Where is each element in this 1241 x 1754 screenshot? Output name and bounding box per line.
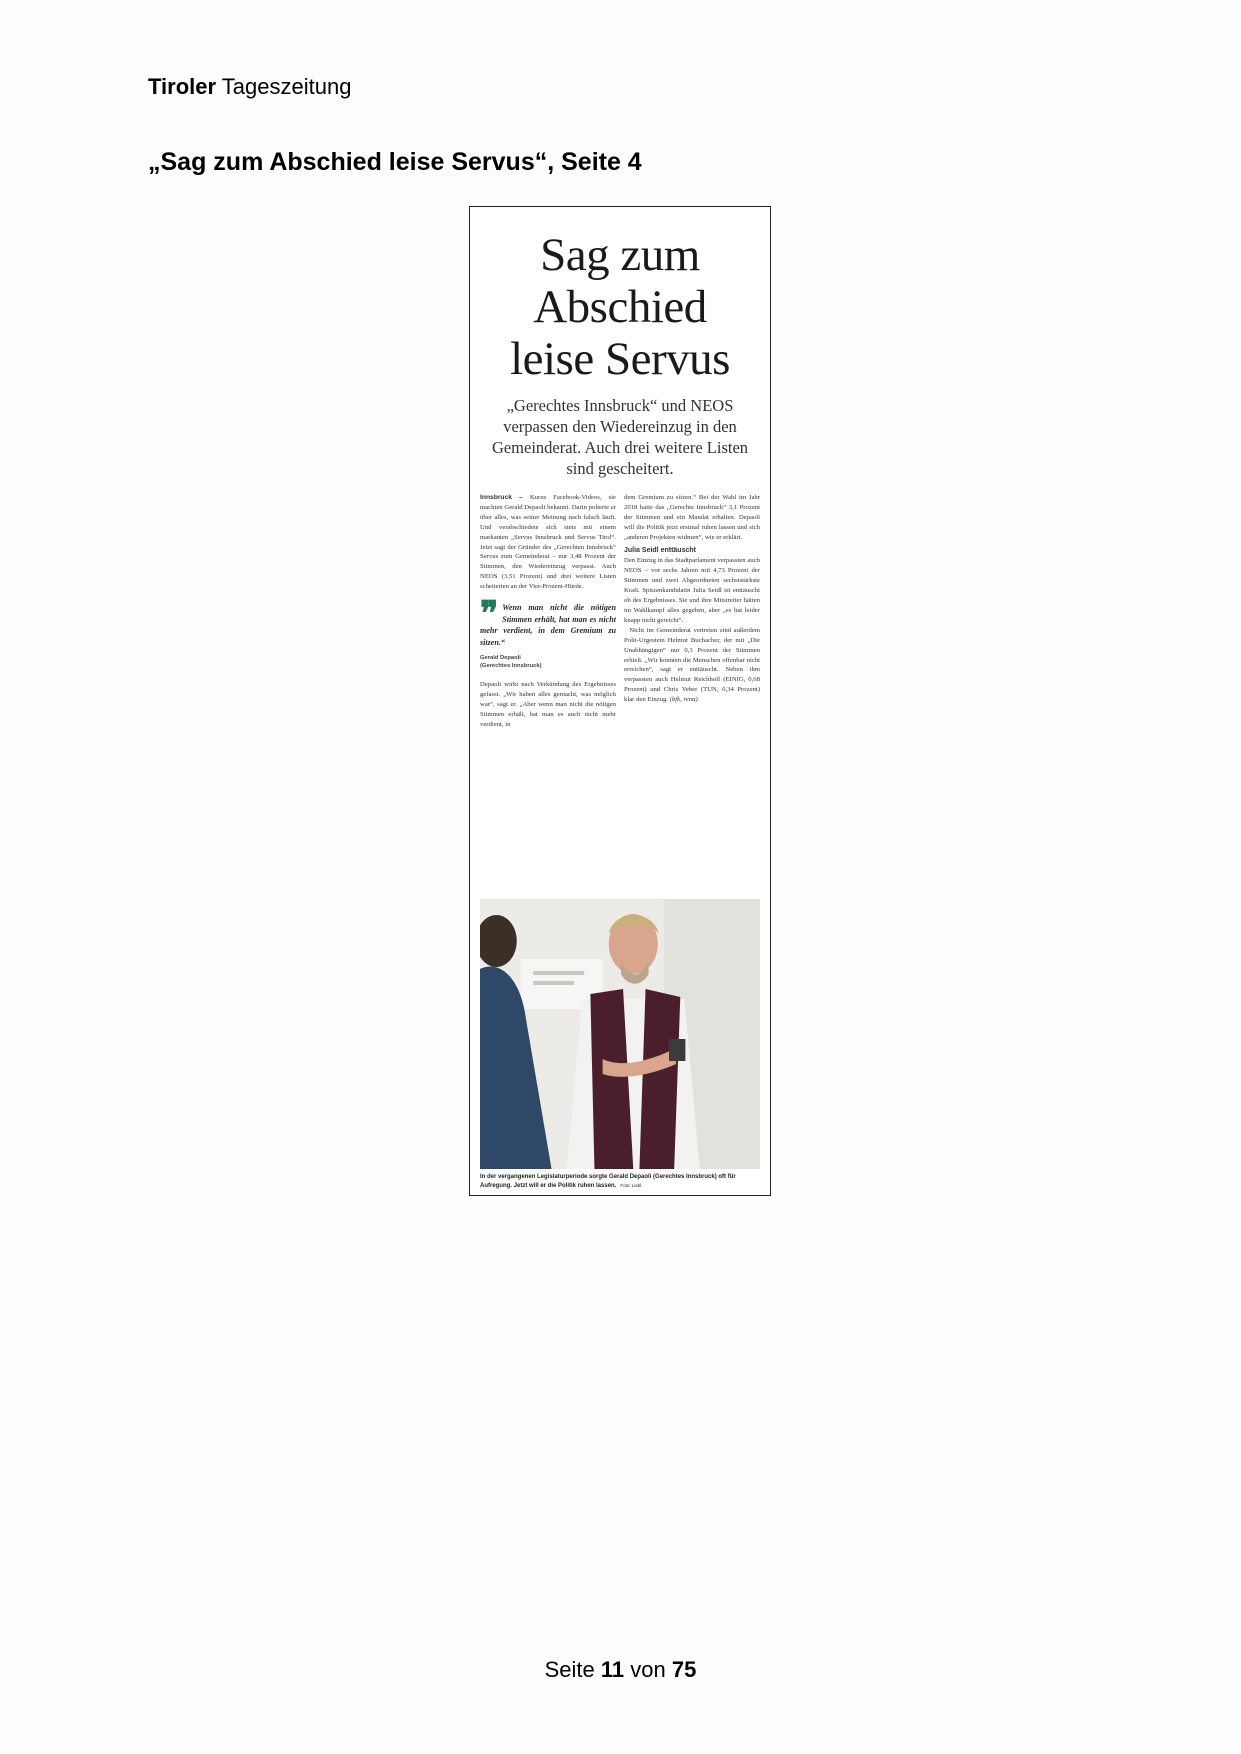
photo-illustration (480, 899, 760, 1169)
author-signature: (bfk, rena) (669, 696, 698, 704)
body-paragraph (624, 626, 760, 705)
article-headline (478, 229, 762, 385)
quote-source (480, 654, 616, 670)
quote-mark-icon: ❞ (480, 596, 499, 634)
article-body (480, 493, 760, 889)
page-number (0, 1657, 1241, 1683)
page-total: 75 (671, 1657, 697, 1682)
article-subhead: Julia Seidl enttäuscht (624, 546, 696, 554)
quote-text: Wenn man nicht die nötigen Stimmen erhält, hat man es nicht mehr verdient, in dem Gremium zu sitzen.“ (480, 603, 616, 647)
publication-name (148, 74, 351, 100)
dateline: Innsbruck – (480, 494, 523, 501)
body-paragraph: Kurze Facebook-Videos, sie machten Gerald Depaoli bekannt. Darin polterte er über alles, was seiner Meinung nach falsch läuft. Und verabschiedete sich stets mit einem markanten „Servus Innsbruck und Servus Tirol“. Jetzt sagt der Gründer des „Gerechten Innsbruck“ Servus zum Gemeinderat – nur 3,48 Prozent der Stimmen, den Wiedereinzug verpasst. Auch NEOS (3,51 Prozent) und drei weitere Listen scheiterten an der Vier-Prozent-Hürde. (480, 494, 616, 591)
body-paragraph: dem Gremium zu sitzen.“ Bei der Wahl im Jahr 2018 hatte das „Gerechte Innsbruck“ 3,1 Prozent der Stimmen und ein Mandat erhalten. Depaoli will die Politik jetzt erstmal ruhen lassen und sich „anderen Projekten widmen“, wie er erklärt. (624, 494, 760, 541)
quote-source-name: Gerald Depaoli (480, 655, 521, 662)
publication-name-rest: Tageszeitung (221, 74, 352, 99)
headline-line: Abschied (533, 281, 707, 333)
photo-caption (480, 1173, 760, 1190)
headline-line: leise Servus (510, 333, 730, 385)
pull-quote (480, 596, 616, 670)
article-deck: „Gerechtes Innsbruck“ und NEOS verpassen den Wiedereinzug in den Gemeinderat. Auch drei weitere Listen sind gescheitert. (491, 396, 749, 478)
article-photo (480, 899, 760, 1169)
page-prefix: Seite (544, 1657, 595, 1682)
quote-source-org: (Gerechtes Innsbruck) (480, 663, 542, 670)
article-column-1 (480, 493, 616, 889)
headline-line: Sag zum (540, 229, 700, 281)
document-title: „Sag zum Abschied leise Servus“, Seite 4 (148, 148, 642, 176)
body-paragraph-text: Nicht im Gemeinderat vertreten sind außerdem Polit-Urgestein Helmut Buchacher, der mit „Die Unabhängigen“ nur 0,3 Prozent der Stimmen erhielt. „Wir konnten die Menschen offenbar nicht erreichen“, sagt er enttäuscht. Neben ihm verpassten auch Helmut Reichholf (EINIG, 0,68 Prozent) und Chris Veber (TUN, 0,34 Prozent) klar den Einzug. (624, 626, 760, 704)
photo-credit: Foto: Liebl (620, 1182, 642, 1188)
page-current: 11 (600, 1657, 625, 1682)
newspaper-clipping (469, 206, 771, 1196)
caption-text: In der vergangenen Legislaturperiode sorgte Gerald Depaoli (Gerechtes Innsbruck) oft für Aufregung. Jetzt will er die Politik ruhen lassen. (480, 1174, 736, 1189)
publication-name-bold: Tiroler (148, 74, 217, 99)
body-paragraph: Depaoli wirkt nach Verkündung des Ergebnisses gefasst. „Wir haben alles gemacht, was möglich war“, sagt er. „Aber wenn man nicht die nötigen Stimmen erhält, hat man es auch nicht mehr verdient, in (480, 681, 616, 728)
article-column-2 (624, 493, 760, 889)
page-middle: von (630, 1657, 666, 1682)
body-paragraph: Den Einzug in das Stadtparlament verpassten auch NEOS – vor sechs Jahren mit 4,73 Prozent der Stimmen und zwei Abgeordneten sechststärkste Kraft. Spitzenkandidatin Julia Seidl ist enttäuscht ob des Ergebnisses. Sie und ihre Mitstreiter hätten im Wahlkampf alles gegeben, aber „es hat leider knapp nicht gereicht“. (624, 557, 760, 624)
